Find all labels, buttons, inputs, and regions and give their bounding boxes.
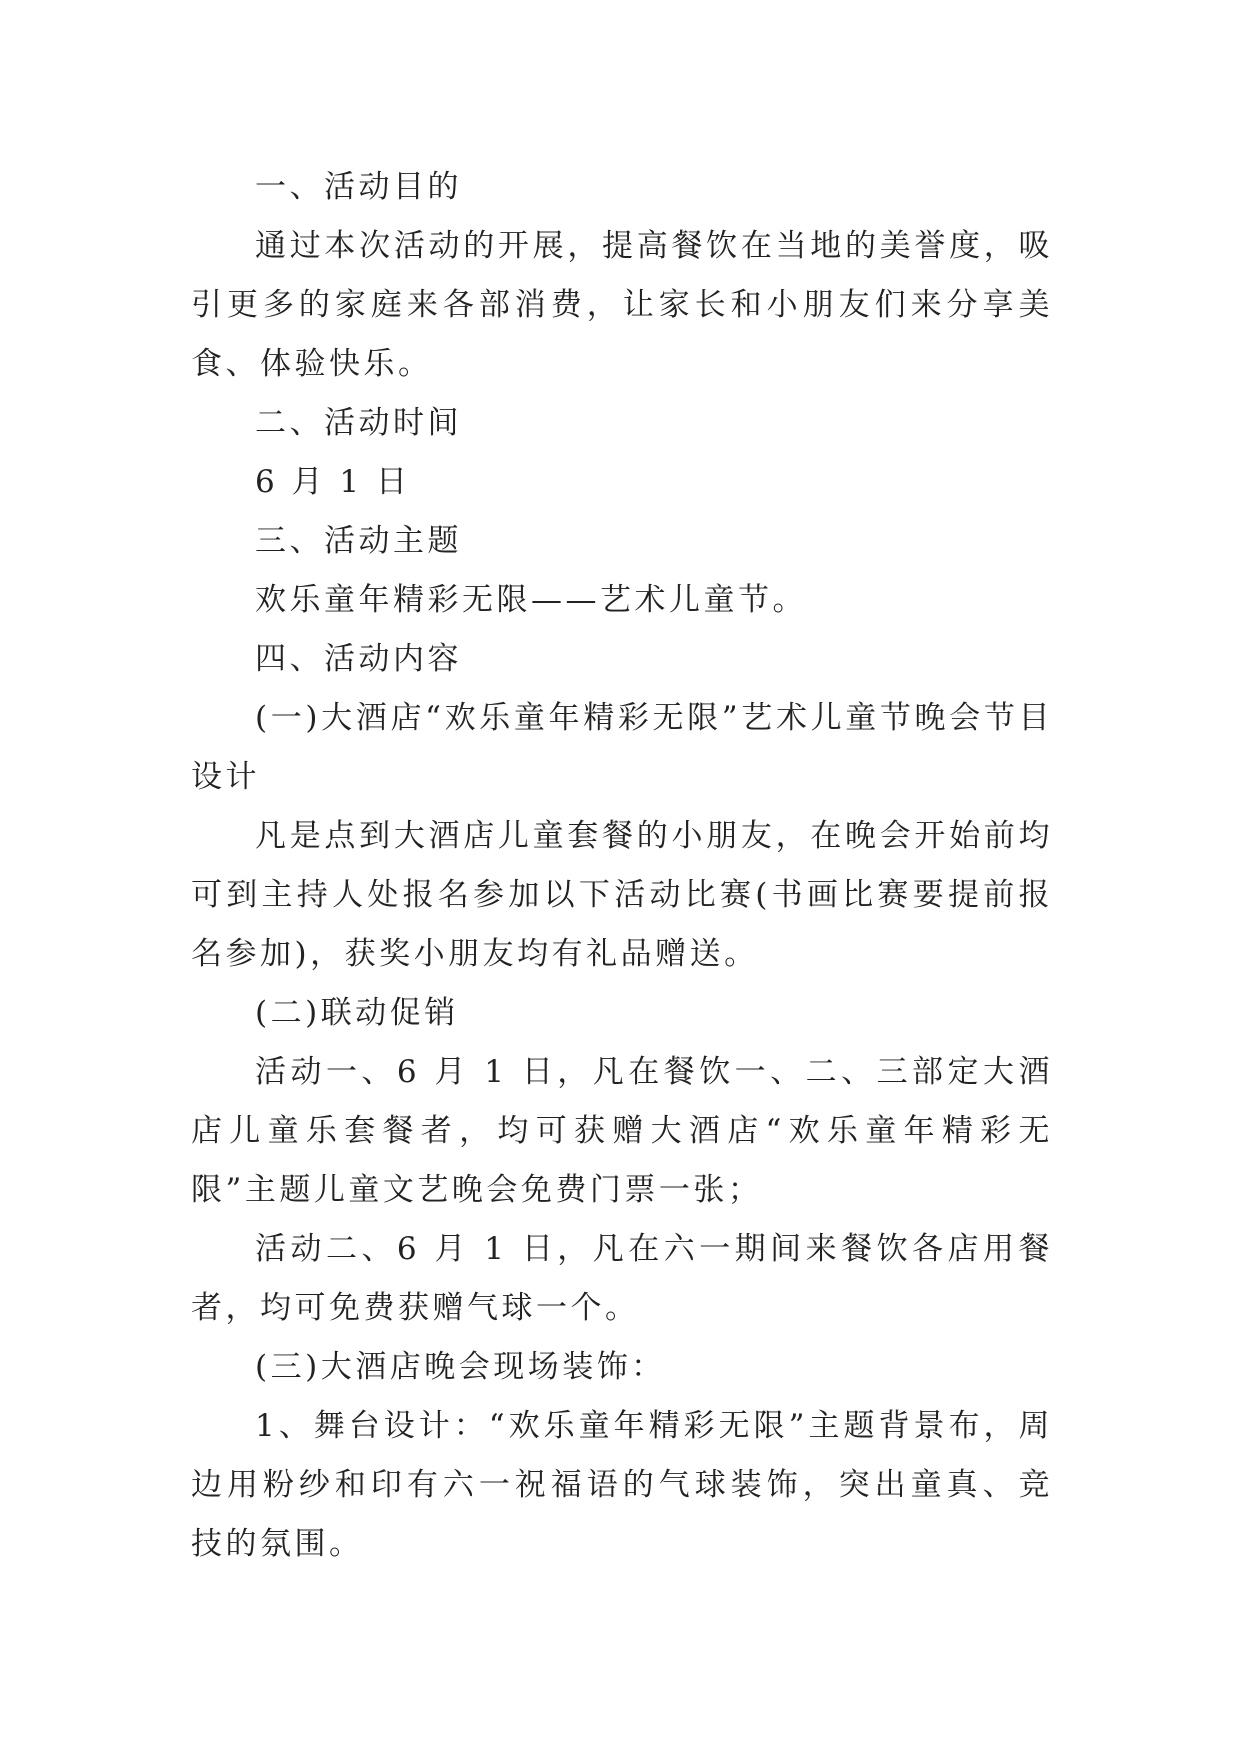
paragraph-activity-one: 活动一、6 月 1 日，凡在餐饮一、二、三部定大酒店儿童乐套餐者，均可获赠大酒店“欢乐童年精彩无限”主题儿童文艺晚会免费门票一张； [191, 1054, 1053, 1208]
heading-time: 二、活动时间 [255, 405, 462, 441]
heading-purpose: 一、活动目的 [255, 169, 462, 205]
paragraph-theme: 欢乐童年精彩无限——艺术儿童节。 [255, 582, 807, 618]
heading-theme: 三、活动主题 [255, 523, 462, 559]
document-body [191, 158, 1053, 1574]
subheading-program-design: (一)大酒店“欢乐童年精彩无限”艺术儿童节晚会节目设计 [191, 700, 1053, 795]
subheading-joint-promotion: (二)联动促销 [255, 995, 459, 1031]
heading-content: 四、活动内容 [255, 641, 462, 677]
paragraph-date: 6 月 1 日 [255, 464, 411, 500]
paragraph-activity-two: 活动二、6 月 1 日，凡在六一期间来餐饮各店用餐者，均可免费获赠气球一个。 [191, 1231, 1053, 1326]
paragraph-purpose: 通过本次活动的开展，提高餐饮在当地的美誉度，吸引更多的家庭来各部消费，让家长和小朋友们来分享美食、体验快乐。 [191, 228, 1053, 382]
paragraph-stage-design: 1、舞台设计：“欢乐童年精彩无限”主题背景布，周边用粉纱和印有六一祝福语的气球装饰，突出童真、竞技的氛围。 [191, 1408, 1053, 1562]
subheading-decoration: (三)大酒店晚会现场装饰： [255, 1349, 666, 1385]
paragraph-registration: 凡是点到大酒店儿童套餐的小朋友，在晚会开始前均可到主持人处报名参加以下活动比赛(书画比赛要提前报名参加)，获奖小朋友均有礼品赠送。 [191, 818, 1053, 972]
